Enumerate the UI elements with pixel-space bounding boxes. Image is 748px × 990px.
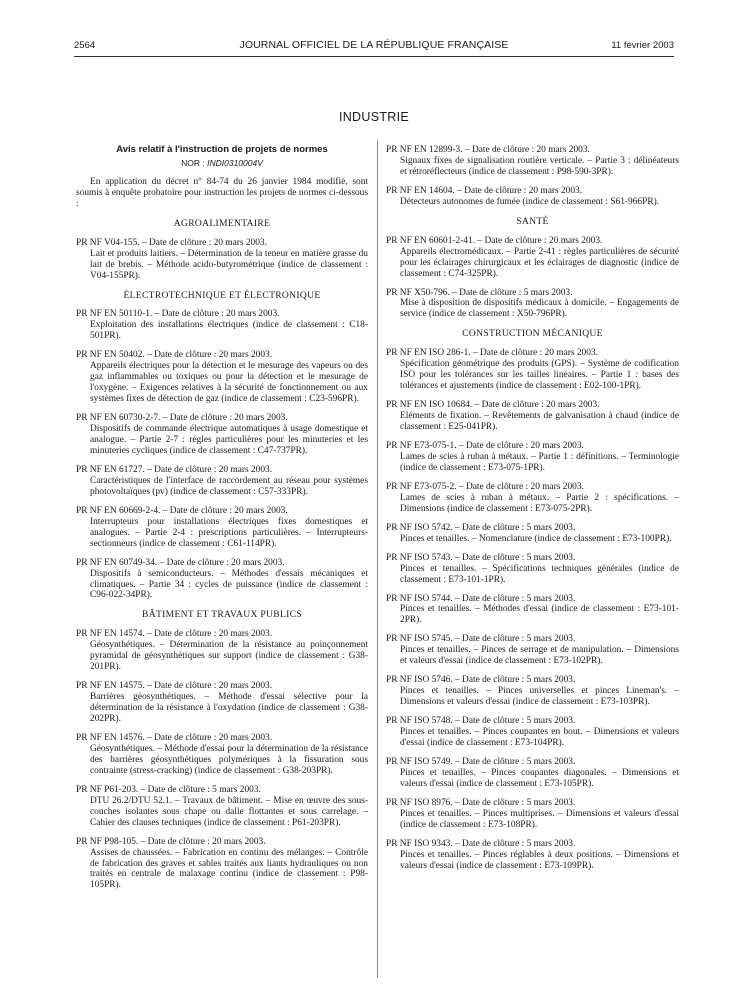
entry-description: Interrupteurs pour installations électriques fixes domestiques et analogues. – Partie 2-4 : prescriptions particulières. – Interrupteurs-sectionneurs (indice de classement : C61-114PR). xyxy=(90,516,368,549)
standard-entry xyxy=(386,348,679,392)
entry-description: Lames de scies à ruban à métaux. – Partie 2 : spécifications. – Dimensions (indice de classement : E73-075-2PR). xyxy=(400,492,679,514)
standard-entry xyxy=(76,465,368,498)
entry-reference: PR NF EN 14574. – Date de clôture : 20 mars 2003. xyxy=(76,629,273,640)
standard-entry xyxy=(386,716,679,749)
category-heading: CONSTRUCTION MÉCANIQUE xyxy=(462,328,603,340)
entry-description: Assises de chaussées. – Fabrication en continu des mélanges. – Contrôle de fabrication des graves et sables traités aux liants hydrauliques ou non traités en centrale de malaxage continu (indice de classement : P98-105PR). xyxy=(90,847,368,891)
issue-date: 11 février 2003 xyxy=(611,40,674,51)
entry-description: Pinces et tenailles. – Méthodes d'essai (indice de classement : E73-101-2PR). xyxy=(400,604,679,626)
standard-entry xyxy=(386,400,679,433)
standard-entry xyxy=(386,145,679,178)
standard-entry xyxy=(76,350,368,405)
category-heading: BÂTIMENT ET TRAVAUX PUBLICS xyxy=(142,609,302,621)
right-column xyxy=(386,145,679,880)
avis-title: Avis relatif à l'instruction de projets de normes xyxy=(116,144,328,155)
entry-description: Appareils électromédicaux. – Partie 2-41 : règles particulières de sécurité pour les éclairages chirurgicaux et les éclairages de diagnostic (indice de classement : C74-325PR). xyxy=(400,246,679,279)
entry-description: Pinces et tenailles. – Pinces de serrage et de manipulation. – Dimensions et valeurs d'essai (indice de classement : E73-102PR). xyxy=(400,645,679,667)
entry-description: Mise à disposition de dispositifs médicaux à domicile. – Engagements de service (indice de classement : X50-796PR). xyxy=(400,298,679,320)
entry-description: Dispositifs de commande électrique automatiques à usage domestique et analogue. – Partie 2-7 : règles particulières pour les minuteries et les minuteries cycliques (indice de classement : C47-737PR). xyxy=(90,424,368,456)
entry-reference: PR NF EN 61727. – Date de clôture : 20 mars 2003. xyxy=(76,464,273,475)
category-heading: ÉLECTROTECHNIQUE ET ÉLECTRONIQUE xyxy=(123,289,321,301)
entry-reference: PR NF ISO 5744. – Date de clôture : 5 mars 2003. xyxy=(386,593,576,604)
entry-reference: PR NF ISO 9343. – Date de clôture : 5 mars 2003. xyxy=(386,838,576,849)
intro-paragraph: En application du décret n° 84-74 du 26 janvier 1984 modifié, sont soumis à enquête probatoire pour instruction les projets de normes ci-dessous : xyxy=(76,176,368,209)
entry-description: Détecteurs autonomes de fumée (indice de classement : S61-966PR). xyxy=(400,196,660,207)
entry-reference: PR NF EN 50110-1. – Date de clôture : 20 mars 2003. xyxy=(76,309,280,320)
standard-entry xyxy=(386,839,679,872)
standard-entry xyxy=(386,523,679,545)
standard-entry xyxy=(76,238,368,282)
standard-entry xyxy=(76,785,368,829)
category-heading: AGROALIMENTAIRE xyxy=(173,217,271,229)
entry-reference: PR NF EN 60730-2-7. – Date de clôture : 20 mars 2003. xyxy=(76,413,288,424)
standard-entry xyxy=(386,757,679,790)
entry-reference: PR NF E73-075-1. – Date de clôture : 20 mars 2003. xyxy=(386,441,584,452)
entry-description: Dispositifs à semiconducteurs. – Méthodes d'essais mécaniques et climatiques. – Partie 34 : cycles de puissance (indice de classement : C96-022-34PR). xyxy=(90,568,368,601)
entry-description: DTU 26.2/DTU 52.1. – Travaux de bâtiment. – Mise en œuvre des sous-couches isolantes sous chape ou dalle flottantes et sous carrelage. – Cahier des clauses techniques (indice de classement : P61-203PR). xyxy=(90,795,368,828)
standard-entry xyxy=(386,288,679,321)
standard-entry xyxy=(386,553,679,586)
column-divider xyxy=(377,140,378,978)
nor-reference xyxy=(76,158,368,169)
entry-reference: PR NF P61-203. – Date de clôture : 5 mars 2003. xyxy=(76,784,261,795)
standard-entry xyxy=(76,733,368,777)
entry-reference: PR NF EN 50402. – Date de clôture : 20 mars 2003. xyxy=(76,350,273,361)
entry-description: Signaux fixes de signalisation routière verticale. – Partie 3 : délinéateurs et rétroréflecteurs (indice de classement : P98-590-3PR). xyxy=(400,155,679,177)
entry-reference: PR NF E73-075-2. – Date de clôture : 20 mars 2003. xyxy=(386,481,584,492)
entry-reference: PR NF EN 60749-34. – Date de clôture : 20 mars 2003. xyxy=(76,557,285,568)
standard-entry xyxy=(386,798,679,831)
entry-description: Pinces et tenailles. – Pinces coupantes en bout. – Dimensions et valeurs d'essai (indice de classement : E73-104PR). xyxy=(400,727,679,748)
entry-description: Exploitation des installations électriques (indice de classement : C18-501PR). xyxy=(90,320,368,342)
standard-entry xyxy=(76,413,368,457)
entry-reference: PR NF EN 60669-2-4. – Date de clôture : 20 mars 2003. xyxy=(76,505,288,516)
standard-entry xyxy=(386,634,679,667)
entry-description: Pinces et tenailles. – Nomenclature (indice de classement : E73-100PR). xyxy=(400,533,672,544)
entry-description: Caractéristiques de l'interface de raccordement au réseau pour systèmes photovoltaïques (pv) (indice de classement : C57-333PR). xyxy=(90,475,368,497)
right-groups xyxy=(386,145,679,872)
standard-entry xyxy=(386,441,679,474)
standard-entry xyxy=(76,506,368,550)
entry-reference: PR NF EN ISO 286-1. – Date de clôture : 20 mars 2003. xyxy=(386,348,598,359)
entry-reference: PR NF ISO 5748. – Date de clôture : 5 mars 2003. xyxy=(386,716,576,727)
journal-title: JOURNAL OFFICIEL DE LA RÉPUBLIQUE FRANÇAISE xyxy=(239,39,509,51)
entry-description: Pinces et tenailles. – Pinces réglables à deux positions. – Dimensions et valeurs d'essai (indice de classement : E73-109PR). xyxy=(400,849,679,871)
entry-reference: PR NF ISO 5743. – Date de clôture : 5 mars 2003. xyxy=(386,552,576,563)
page-header xyxy=(74,38,674,54)
entry-description: Géosynthétiques. – Détermination de la résistance au poinçonnement pyramidal de géosynthétiques sur support (indice de classement : G38-201PR). xyxy=(90,640,368,673)
entry-description: Lames de scies à ruban à métaux. – Partie 1 : définitions. – Terminologie (indice de classement : E73-075-1PR). xyxy=(400,451,679,473)
entry-description: Spécification géométrique des produits (GPS). – Système de codification ISO pour les tolérances sur les tailles linéaires. – Partie 1 : bases des tolérances et ajustements (indice de classement : E02-100-1PR). xyxy=(400,359,679,392)
entry-reference: PR NF EN 14575. – Date de clôture : 20 mars 2003. xyxy=(76,681,273,692)
standard-entry xyxy=(76,629,368,673)
entry-reference: PR NF EN 60601-2-41. – Date de clôture : 20 mars 2003. xyxy=(386,235,603,246)
standard-entry xyxy=(386,675,679,708)
entry-description: Appareils électriques pour la détection et le mesurage des vapeurs ou des gaz inflammables ou toxiques ou pour la détection et le mesurage de l'oxygène. – Exigences relatives à la sécurité de fonctionnement ou aux systèmes fixes de détection de gaz (indice de classement : C23-596PR). xyxy=(90,361,368,405)
entry-reference: PR NF ISO 8976. – Date de clôture : 5 mars 2003. xyxy=(386,797,576,808)
entry-reference: PR NF P98-105. – Date de clôture : 20 mars 2003. xyxy=(76,836,266,847)
standard-entry xyxy=(386,186,679,208)
entry-reference: PR NF EN ISO 10684. – Date de clôture : 20 mars 2003. xyxy=(386,400,600,411)
standard-entry xyxy=(76,309,368,342)
entry-reference: PR NF V04-155. – Date de clôture : 20 mars 2003. xyxy=(76,237,267,248)
left-column xyxy=(76,145,368,899)
entry-reference: PR NF ISO 5746. – Date de clôture : 5 mars 2003. xyxy=(386,675,576,686)
entry-description: Eléments de fixation. – Revêtements de galvanisation à chaud (indice de classement : E25-041PR). xyxy=(400,411,679,433)
entry-description: Lait et produits laitiers. – Détermination de la teneur en matière grasse du lait de brebis. – Méthode acido-butyrométrique (indice de classement : V04-155PR). xyxy=(90,248,368,281)
page-number: 2564 xyxy=(74,40,96,51)
entry-description: Pinces et tenailles. – Pinces coupantes diagonales. – Dimensions et valeurs d'essai (indice de classement : E73-105PR). xyxy=(400,767,679,789)
entry-description: Géosynthétiques. – Méthode d'essai pour la détermination de la résistance des barrières géosynthétiques polymériques à la fissuration sous contrainte (stress-cracking) (indice de classement : G38-203PR). xyxy=(90,743,368,776)
entry-reference: PR NF X50-796. – Date de clôture : 5 mars 2003. xyxy=(386,287,573,298)
entry-description: Pinces et tenailles. – Pinces multiprises. – Dimensions et valeurs d'essai (indice de classement : E73-108PR). xyxy=(400,808,679,830)
standard-entry xyxy=(76,681,368,725)
standard-entry xyxy=(386,594,679,627)
entry-reference: PR NF EN 14604. – Date de clôture : 20 mars 2003. xyxy=(386,185,583,196)
entry-reference: PR NF ISO 5742. – Date de clôture : 5 mars 2003. xyxy=(386,522,576,533)
entry-description: Pinces et tenailles. – Spécifications techniques générales (indice de classement : E73-101-1PR). xyxy=(400,563,679,585)
nor-label: NOR : xyxy=(181,157,208,168)
header-rule xyxy=(74,56,674,57)
standard-entry xyxy=(76,558,368,602)
category-heading: SANTÉ xyxy=(516,215,549,227)
entry-description: Pinces et tenailles. – Pinces universelles et pinces Lineman's. – Dimensions et valeurs d'essai (indice de classement : E73-103PR). xyxy=(400,686,679,708)
standard-entry xyxy=(76,837,368,892)
nor-code: INDI0310004V xyxy=(207,157,263,168)
entry-reference: PR NF EN 12899-3. – Date de clôture : 20 mars 2003. xyxy=(386,145,590,155)
standard-entry xyxy=(386,236,679,280)
section-title: INDUSTRIE xyxy=(338,110,410,124)
entry-reference: PR NF ISO 5745. – Date de clôture : 5 mars 2003. xyxy=(386,634,576,645)
entry-reference: PR NF ISO 5749. – Date de clôture : 5 mars 2003. xyxy=(386,756,576,767)
left-groups xyxy=(76,219,368,892)
standard-entry xyxy=(386,482,679,515)
entry-reference: PR NF EN 14576. – Date de clôture : 20 mars 2003. xyxy=(76,732,273,743)
entry-description: Barrières géosynthétiques. – Méthode d'essai sélective pour la détermination de la résistance à l'oxydation (indice de classement : G38-202PR). xyxy=(90,692,368,725)
